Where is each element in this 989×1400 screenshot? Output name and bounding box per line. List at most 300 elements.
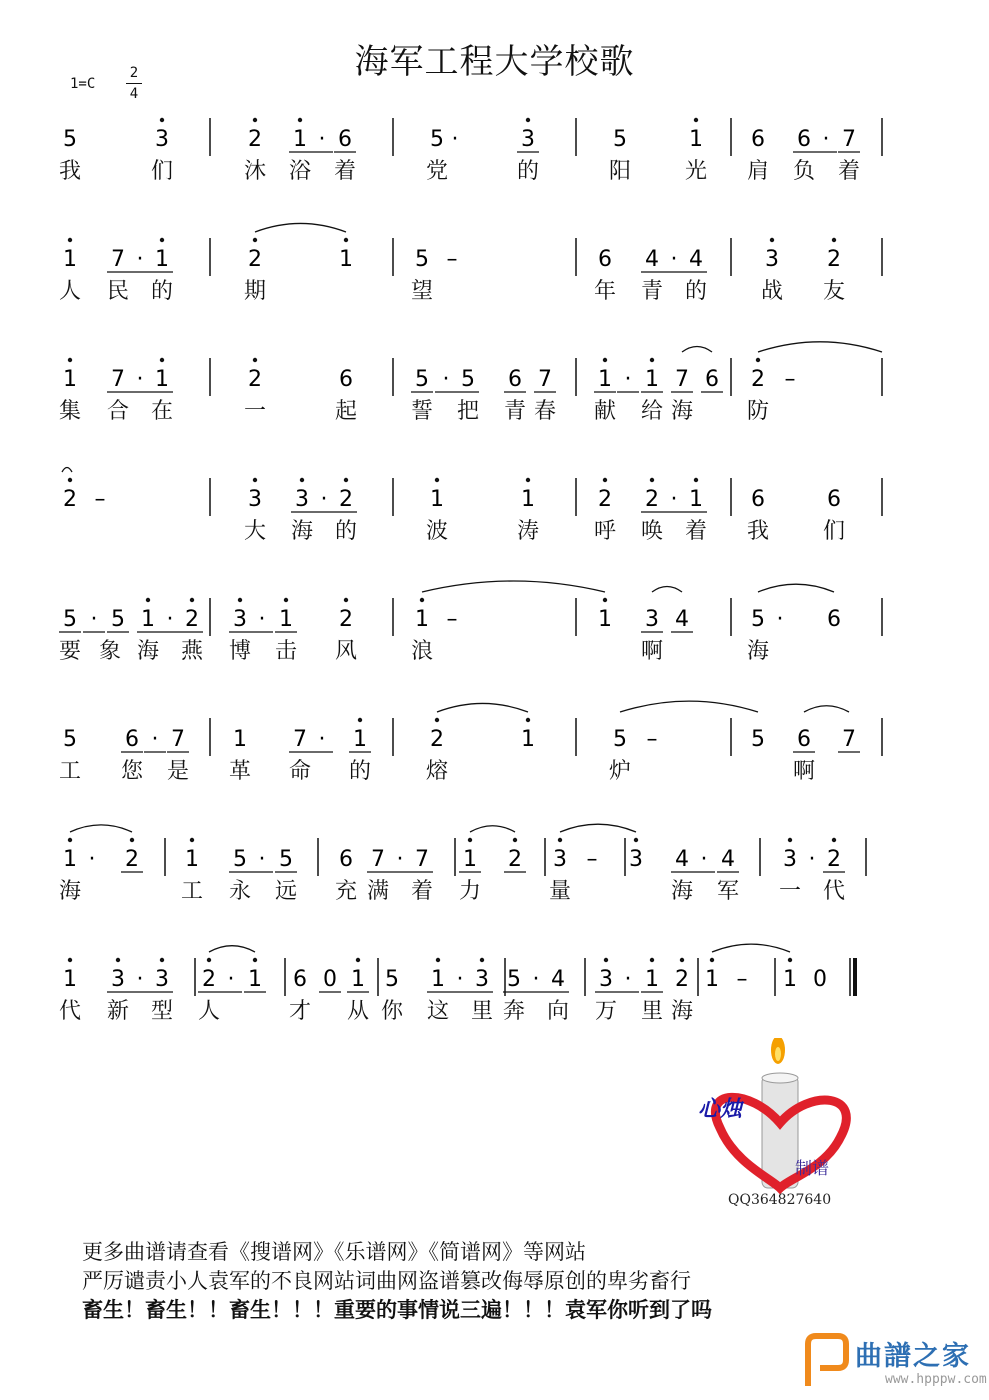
note: 6 bbox=[598, 247, 612, 272]
lyric-char: 人 bbox=[198, 999, 221, 1024]
octave-dot bbox=[68, 238, 72, 242]
slur bbox=[620, 701, 758, 712]
lyric-char: 着 bbox=[334, 159, 357, 184]
slur bbox=[62, 468, 72, 473]
note: 5 bbox=[111, 607, 125, 632]
octave-dot bbox=[68, 838, 72, 842]
note: – bbox=[736, 967, 748, 992]
lyric-char: 们 bbox=[151, 159, 174, 184]
octave-dot bbox=[603, 358, 607, 362]
note: · bbox=[451, 127, 459, 152]
note: 3 bbox=[521, 127, 535, 152]
octave-dot bbox=[298, 118, 302, 122]
watermark-qq: QQ364827640 bbox=[728, 1192, 832, 1208]
lyric-char: 友 bbox=[823, 279, 846, 304]
note: · bbox=[258, 847, 266, 872]
note: 0 bbox=[813, 967, 827, 992]
lyric-char: 海 bbox=[137, 639, 160, 664]
lyric-char: 工 bbox=[59, 759, 82, 784]
note: – bbox=[94, 487, 106, 512]
score-system bbox=[0, 350, 989, 450]
note: 3 bbox=[295, 487, 309, 512]
note: 7 bbox=[675, 367, 689, 392]
lyric-char: 你 bbox=[381, 999, 404, 1024]
note: 1 bbox=[63, 847, 77, 872]
lyric-char: 海 bbox=[671, 399, 694, 424]
note: 7 bbox=[371, 847, 385, 872]
note: 5 bbox=[415, 247, 429, 272]
lyric-char: 誓 bbox=[411, 399, 434, 424]
note: 2 bbox=[827, 847, 841, 872]
octave-dot bbox=[116, 958, 120, 962]
note: 1 bbox=[233, 727, 247, 752]
note: – bbox=[446, 607, 458, 632]
lyric-char: 从 bbox=[347, 999, 370, 1024]
note: 4 bbox=[675, 607, 689, 632]
note: 3 bbox=[155, 127, 169, 152]
note: 1 bbox=[645, 967, 659, 992]
lyric-char: 起 bbox=[335, 399, 358, 424]
lyric-char: 风 bbox=[335, 639, 358, 664]
note: 3 bbox=[599, 967, 613, 992]
time-signature-top: 2 bbox=[129, 65, 139, 81]
note: 1 bbox=[463, 847, 477, 872]
octave-dot bbox=[68, 958, 72, 962]
slur bbox=[470, 826, 515, 832]
octave-dot bbox=[344, 238, 348, 242]
note: 3 bbox=[111, 967, 125, 992]
octave-dot bbox=[832, 238, 836, 242]
octave-dot bbox=[603, 478, 607, 482]
note: 1 bbox=[430, 487, 444, 512]
note: 6 bbox=[827, 607, 841, 632]
lyric-char: 远 bbox=[275, 879, 298, 904]
note: 5 bbox=[385, 967, 399, 992]
octave-dot bbox=[253, 238, 257, 242]
note: 1 bbox=[185, 847, 199, 872]
note: 3 bbox=[475, 967, 489, 992]
octave-dot bbox=[756, 358, 760, 362]
octave-dot bbox=[130, 838, 134, 842]
octave-dot bbox=[526, 118, 530, 122]
octave-dot bbox=[284, 598, 288, 602]
lyric-char: 满 bbox=[367, 879, 390, 904]
note: 2 bbox=[248, 367, 262, 392]
footer-line-3: 畜生！畜生！！畜生！！！重要的事情说三遍！！！袁军你听到了吗 bbox=[82, 1298, 712, 1322]
note: · bbox=[90, 607, 98, 632]
lyric-char: 人 bbox=[59, 279, 82, 304]
logo-text: 曲譜之家 bbox=[855, 1341, 971, 1372]
note: 2 bbox=[248, 127, 262, 152]
note: · bbox=[166, 607, 174, 632]
lyric-char: 海 bbox=[291, 519, 314, 544]
score-system bbox=[0, 230, 989, 330]
lyric-char: 党 bbox=[426, 159, 449, 184]
octave-dot bbox=[634, 838, 638, 842]
note: 6 bbox=[751, 127, 765, 152]
time-signature-bottom: 4 bbox=[129, 86, 139, 102]
note: 1 bbox=[63, 247, 77, 272]
octave-dot bbox=[160, 958, 164, 962]
octave-dot bbox=[435, 718, 439, 722]
footer-line-1: 更多曲谱请查看《搜谱网》《乐谱网》《简谱网》等网站 bbox=[82, 1240, 586, 1264]
note: 2 bbox=[202, 967, 216, 992]
note: – bbox=[784, 367, 796, 392]
octave-dot bbox=[436, 958, 440, 962]
lyric-char: 炉 bbox=[609, 759, 632, 784]
note: 2 bbox=[248, 247, 262, 272]
slur bbox=[422, 581, 605, 592]
note: 3 bbox=[155, 967, 169, 992]
note: – bbox=[646, 727, 658, 752]
lyric-char: 向 bbox=[547, 999, 570, 1024]
lyric-char: 我 bbox=[59, 159, 82, 184]
note: 1 bbox=[155, 247, 169, 272]
lyric-char: 啊 bbox=[793, 759, 816, 784]
lyric-char: 命 bbox=[289, 759, 312, 784]
note: 7 bbox=[842, 127, 856, 152]
octave-dot bbox=[558, 838, 562, 842]
octave-dot bbox=[650, 358, 654, 362]
octave-dot bbox=[604, 958, 608, 962]
note: · bbox=[258, 607, 266, 632]
octave-dot bbox=[526, 718, 530, 722]
note: 5 bbox=[613, 127, 627, 152]
octave-dot bbox=[480, 958, 484, 962]
lyric-char: 给 bbox=[641, 399, 664, 424]
note: 1 bbox=[783, 967, 797, 992]
note: 2 bbox=[125, 847, 139, 872]
time-signature bbox=[126, 64, 142, 103]
note: 4 bbox=[645, 247, 659, 272]
lyric-char: 啊 bbox=[641, 639, 664, 664]
lyric-char: 要 bbox=[59, 639, 82, 664]
note: 2 bbox=[185, 607, 199, 632]
note: 6 bbox=[293, 967, 307, 992]
lyric-char: 合 bbox=[107, 399, 130, 424]
lyric-char: 大 bbox=[244, 519, 267, 544]
lyric-char: 新 bbox=[107, 999, 130, 1024]
octave-dot bbox=[253, 478, 257, 482]
octave-dot bbox=[253, 358, 257, 362]
slur bbox=[255, 223, 346, 232]
lyric-char: 们 bbox=[823, 519, 846, 544]
note: · bbox=[136, 967, 144, 992]
note: 6 bbox=[339, 367, 353, 392]
score-system bbox=[0, 950, 989, 1050]
lyric-char: 战 bbox=[761, 279, 784, 304]
octave-dot bbox=[238, 598, 242, 602]
lyric-char: 期 bbox=[244, 279, 267, 304]
lyric-char: 着 bbox=[685, 519, 708, 544]
octave-dot bbox=[68, 478, 72, 482]
lyric-char: 把 bbox=[457, 399, 480, 424]
note: · bbox=[532, 967, 540, 992]
lyric-char: 的 bbox=[151, 279, 174, 304]
note: · bbox=[670, 247, 678, 272]
lyric-char: 民 bbox=[107, 279, 130, 304]
note: 1 bbox=[63, 967, 77, 992]
note: 0 bbox=[323, 967, 337, 992]
note: 6 bbox=[797, 127, 811, 152]
lyric-char: 击 bbox=[275, 639, 298, 664]
slur bbox=[682, 347, 712, 353]
octave-dot bbox=[513, 838, 517, 842]
note: · bbox=[700, 847, 708, 872]
lyric-char: 充 bbox=[335, 879, 358, 904]
note: · bbox=[320, 487, 328, 512]
key-signature: 1=C bbox=[70, 76, 96, 92]
note: 5 bbox=[751, 727, 765, 752]
note: 1 bbox=[431, 967, 445, 992]
octave-dot bbox=[468, 838, 472, 842]
note: 3 bbox=[629, 847, 643, 872]
slur bbox=[437, 703, 528, 712]
note: 6 bbox=[751, 487, 765, 512]
note: · bbox=[318, 727, 326, 752]
note: 4 bbox=[675, 847, 689, 872]
note: · bbox=[808, 847, 816, 872]
octave-dot bbox=[190, 598, 194, 602]
octave-dot bbox=[253, 958, 257, 962]
note: 3 bbox=[645, 607, 659, 632]
lyric-char: 您 bbox=[121, 759, 144, 784]
lyric-char: 燕 bbox=[181, 639, 204, 664]
lyric-char: 唤 bbox=[641, 519, 664, 544]
slur bbox=[758, 342, 882, 352]
song-title: 海军工程大学校歌 bbox=[354, 42, 635, 82]
octave-dot bbox=[253, 118, 257, 122]
lyric-char: 春 bbox=[534, 399, 557, 424]
octave-dot bbox=[358, 718, 362, 722]
lyric-char: 军 bbox=[717, 879, 740, 904]
note: 6 bbox=[339, 847, 353, 872]
lyric-char: 着 bbox=[838, 159, 861, 184]
slur bbox=[804, 706, 849, 712]
slur bbox=[560, 824, 636, 832]
note: 1 bbox=[645, 367, 659, 392]
octave-dot bbox=[770, 238, 774, 242]
octave-dot bbox=[832, 838, 836, 842]
note: – bbox=[446, 247, 458, 272]
lyric-char: 青 bbox=[504, 399, 527, 424]
octave-dot bbox=[300, 478, 304, 482]
lyric-char: 波 bbox=[426, 519, 449, 544]
note: · bbox=[624, 967, 632, 992]
lyric-char: 海 bbox=[671, 879, 694, 904]
lyric-char: 里 bbox=[471, 999, 494, 1024]
note: 5 bbox=[507, 967, 521, 992]
note: 2 bbox=[675, 967, 689, 992]
note: · bbox=[151, 727, 159, 752]
lyric-char: 奔 bbox=[503, 999, 526, 1024]
note: 7 bbox=[171, 727, 185, 752]
note: 3 bbox=[553, 847, 567, 872]
candle-watermark bbox=[690, 1038, 880, 1218]
note: 7 bbox=[293, 727, 307, 752]
note: 7 bbox=[538, 367, 552, 392]
lyric-char: 阳 bbox=[609, 159, 632, 184]
watermark-made: 制谱 bbox=[795, 1159, 829, 1179]
note: 2 bbox=[339, 607, 353, 632]
note: 5 bbox=[63, 127, 77, 152]
octave-dot bbox=[650, 478, 654, 482]
note: 5 bbox=[751, 607, 765, 632]
lyric-char: 的 bbox=[517, 159, 540, 184]
note: 1 bbox=[689, 487, 703, 512]
score-system bbox=[0, 590, 989, 690]
octave-dot bbox=[160, 238, 164, 242]
lyric-char: 浪 bbox=[411, 639, 434, 664]
note: 1 bbox=[705, 967, 719, 992]
note: 4 bbox=[721, 847, 735, 872]
lyric-char: 熔 bbox=[426, 759, 449, 784]
note: 2 bbox=[827, 247, 841, 272]
note: 4 bbox=[689, 247, 703, 272]
slur bbox=[712, 944, 790, 952]
note: · bbox=[670, 487, 678, 512]
note: · bbox=[396, 847, 404, 872]
note: 1 bbox=[339, 247, 353, 272]
octave-dot bbox=[356, 958, 360, 962]
slur bbox=[70, 825, 132, 832]
octave-dot bbox=[650, 958, 654, 962]
slur bbox=[758, 584, 834, 592]
note: 1 bbox=[521, 727, 535, 752]
note: 5 bbox=[613, 727, 627, 752]
note: 1 bbox=[63, 367, 77, 392]
lyric-char: 涛 bbox=[517, 519, 540, 544]
note: 6 bbox=[125, 727, 139, 752]
footer-notes bbox=[82, 1238, 712, 1325]
lyric-char: 工 bbox=[181, 879, 204, 904]
note: 6 bbox=[827, 487, 841, 512]
score-system bbox=[0, 710, 989, 810]
note: 1 bbox=[279, 607, 293, 632]
lyric-char: 着 bbox=[411, 879, 434, 904]
octave-dot bbox=[694, 478, 698, 482]
score-system bbox=[0, 110, 989, 210]
note: · bbox=[776, 607, 784, 632]
lyric-char: 海 bbox=[747, 639, 770, 664]
note: 2 bbox=[598, 487, 612, 512]
lyric-char: 海 bbox=[59, 879, 82, 904]
note: 3 bbox=[783, 847, 797, 872]
note: · bbox=[88, 847, 96, 872]
octave-dot bbox=[146, 598, 150, 602]
lyric-char: 一 bbox=[779, 879, 802, 904]
note: 6 bbox=[338, 127, 352, 152]
lyric-char: 型 bbox=[151, 999, 174, 1024]
octave-dot bbox=[160, 118, 164, 122]
note: 1 bbox=[351, 967, 365, 992]
octave-dot bbox=[344, 598, 348, 602]
note: 1 bbox=[521, 487, 535, 512]
lyric-char: 博 bbox=[229, 639, 252, 664]
note: 1 bbox=[689, 127, 703, 152]
note: 1 bbox=[415, 607, 429, 632]
note: 7 bbox=[111, 247, 125, 272]
octave-dot bbox=[526, 478, 530, 482]
note: · bbox=[442, 367, 450, 392]
note: 6 bbox=[797, 727, 811, 752]
lyric-char: 力 bbox=[459, 879, 482, 904]
note: 2 bbox=[645, 487, 659, 512]
lyric-char: 的 bbox=[685, 279, 708, 304]
note: 3 bbox=[233, 607, 247, 632]
note: – bbox=[586, 847, 598, 872]
octave-dot bbox=[694, 118, 698, 122]
note: 3 bbox=[765, 247, 779, 272]
score-system bbox=[0, 470, 989, 570]
footer-line-2: 严厉谴责小人袁军的不良网站词曲网盗谱篡改侮辱原创的卑劣畜行 bbox=[82, 1269, 691, 1293]
note: 1 bbox=[293, 127, 307, 152]
note: 3 bbox=[248, 487, 262, 512]
note: 2 bbox=[339, 487, 353, 512]
watermark-name: 心烛 bbox=[698, 1097, 743, 1122]
lyric-char: 一 bbox=[244, 399, 267, 424]
note: 5 bbox=[415, 367, 429, 392]
note: 1 bbox=[353, 727, 367, 752]
lyric-char: 在 bbox=[151, 399, 174, 424]
lyric-char: 负 bbox=[793, 159, 816, 184]
site-logo bbox=[800, 1330, 987, 1390]
octave-dot bbox=[435, 478, 439, 482]
lyric-char: 浴 bbox=[289, 159, 312, 184]
note: 1 bbox=[141, 607, 155, 632]
note: 5 bbox=[430, 127, 444, 152]
note: 7 bbox=[842, 727, 856, 752]
logo-url: www.hpppw.com bbox=[885, 1372, 987, 1387]
note: 5 bbox=[63, 607, 77, 632]
lyric-char: 永 bbox=[229, 879, 252, 904]
note: · bbox=[136, 247, 144, 272]
lyric-char: 献 bbox=[594, 399, 617, 424]
lyric-char: 代 bbox=[823, 879, 846, 904]
octave-dot bbox=[788, 838, 792, 842]
octave-dot bbox=[680, 958, 684, 962]
octave-dot bbox=[207, 958, 211, 962]
lyric-char: 是 bbox=[167, 759, 190, 784]
note: · bbox=[456, 967, 464, 992]
lyric-char: 我 bbox=[747, 519, 770, 544]
lyric-char: 才 bbox=[289, 999, 312, 1024]
note: 5 bbox=[461, 367, 475, 392]
lyric-char: 防 bbox=[747, 399, 770, 424]
note: 2 bbox=[508, 847, 522, 872]
note: 6 bbox=[705, 367, 719, 392]
note: 7 bbox=[111, 367, 125, 392]
note: 5 bbox=[279, 847, 293, 872]
lyric-char: 代 bbox=[59, 999, 82, 1024]
note: 1 bbox=[598, 607, 612, 632]
lyric-char: 量 bbox=[549, 879, 572, 904]
note: 7 bbox=[415, 847, 429, 872]
lyric-char: 青 bbox=[641, 279, 664, 304]
lyric-char: 呼 bbox=[594, 519, 617, 544]
lyric-char: 的 bbox=[349, 759, 372, 784]
lyric-char: 光 bbox=[685, 159, 708, 184]
score-system bbox=[0, 830, 989, 930]
lyric-char: 集 bbox=[59, 399, 82, 424]
octave-dot bbox=[420, 598, 424, 602]
lyric-char: 象 bbox=[99, 639, 122, 664]
note: 1 bbox=[598, 367, 612, 392]
octave-dot bbox=[710, 958, 714, 962]
lyric-char: 革 bbox=[229, 759, 252, 784]
lyric-char: 这 bbox=[427, 999, 450, 1024]
note: · bbox=[624, 367, 632, 392]
